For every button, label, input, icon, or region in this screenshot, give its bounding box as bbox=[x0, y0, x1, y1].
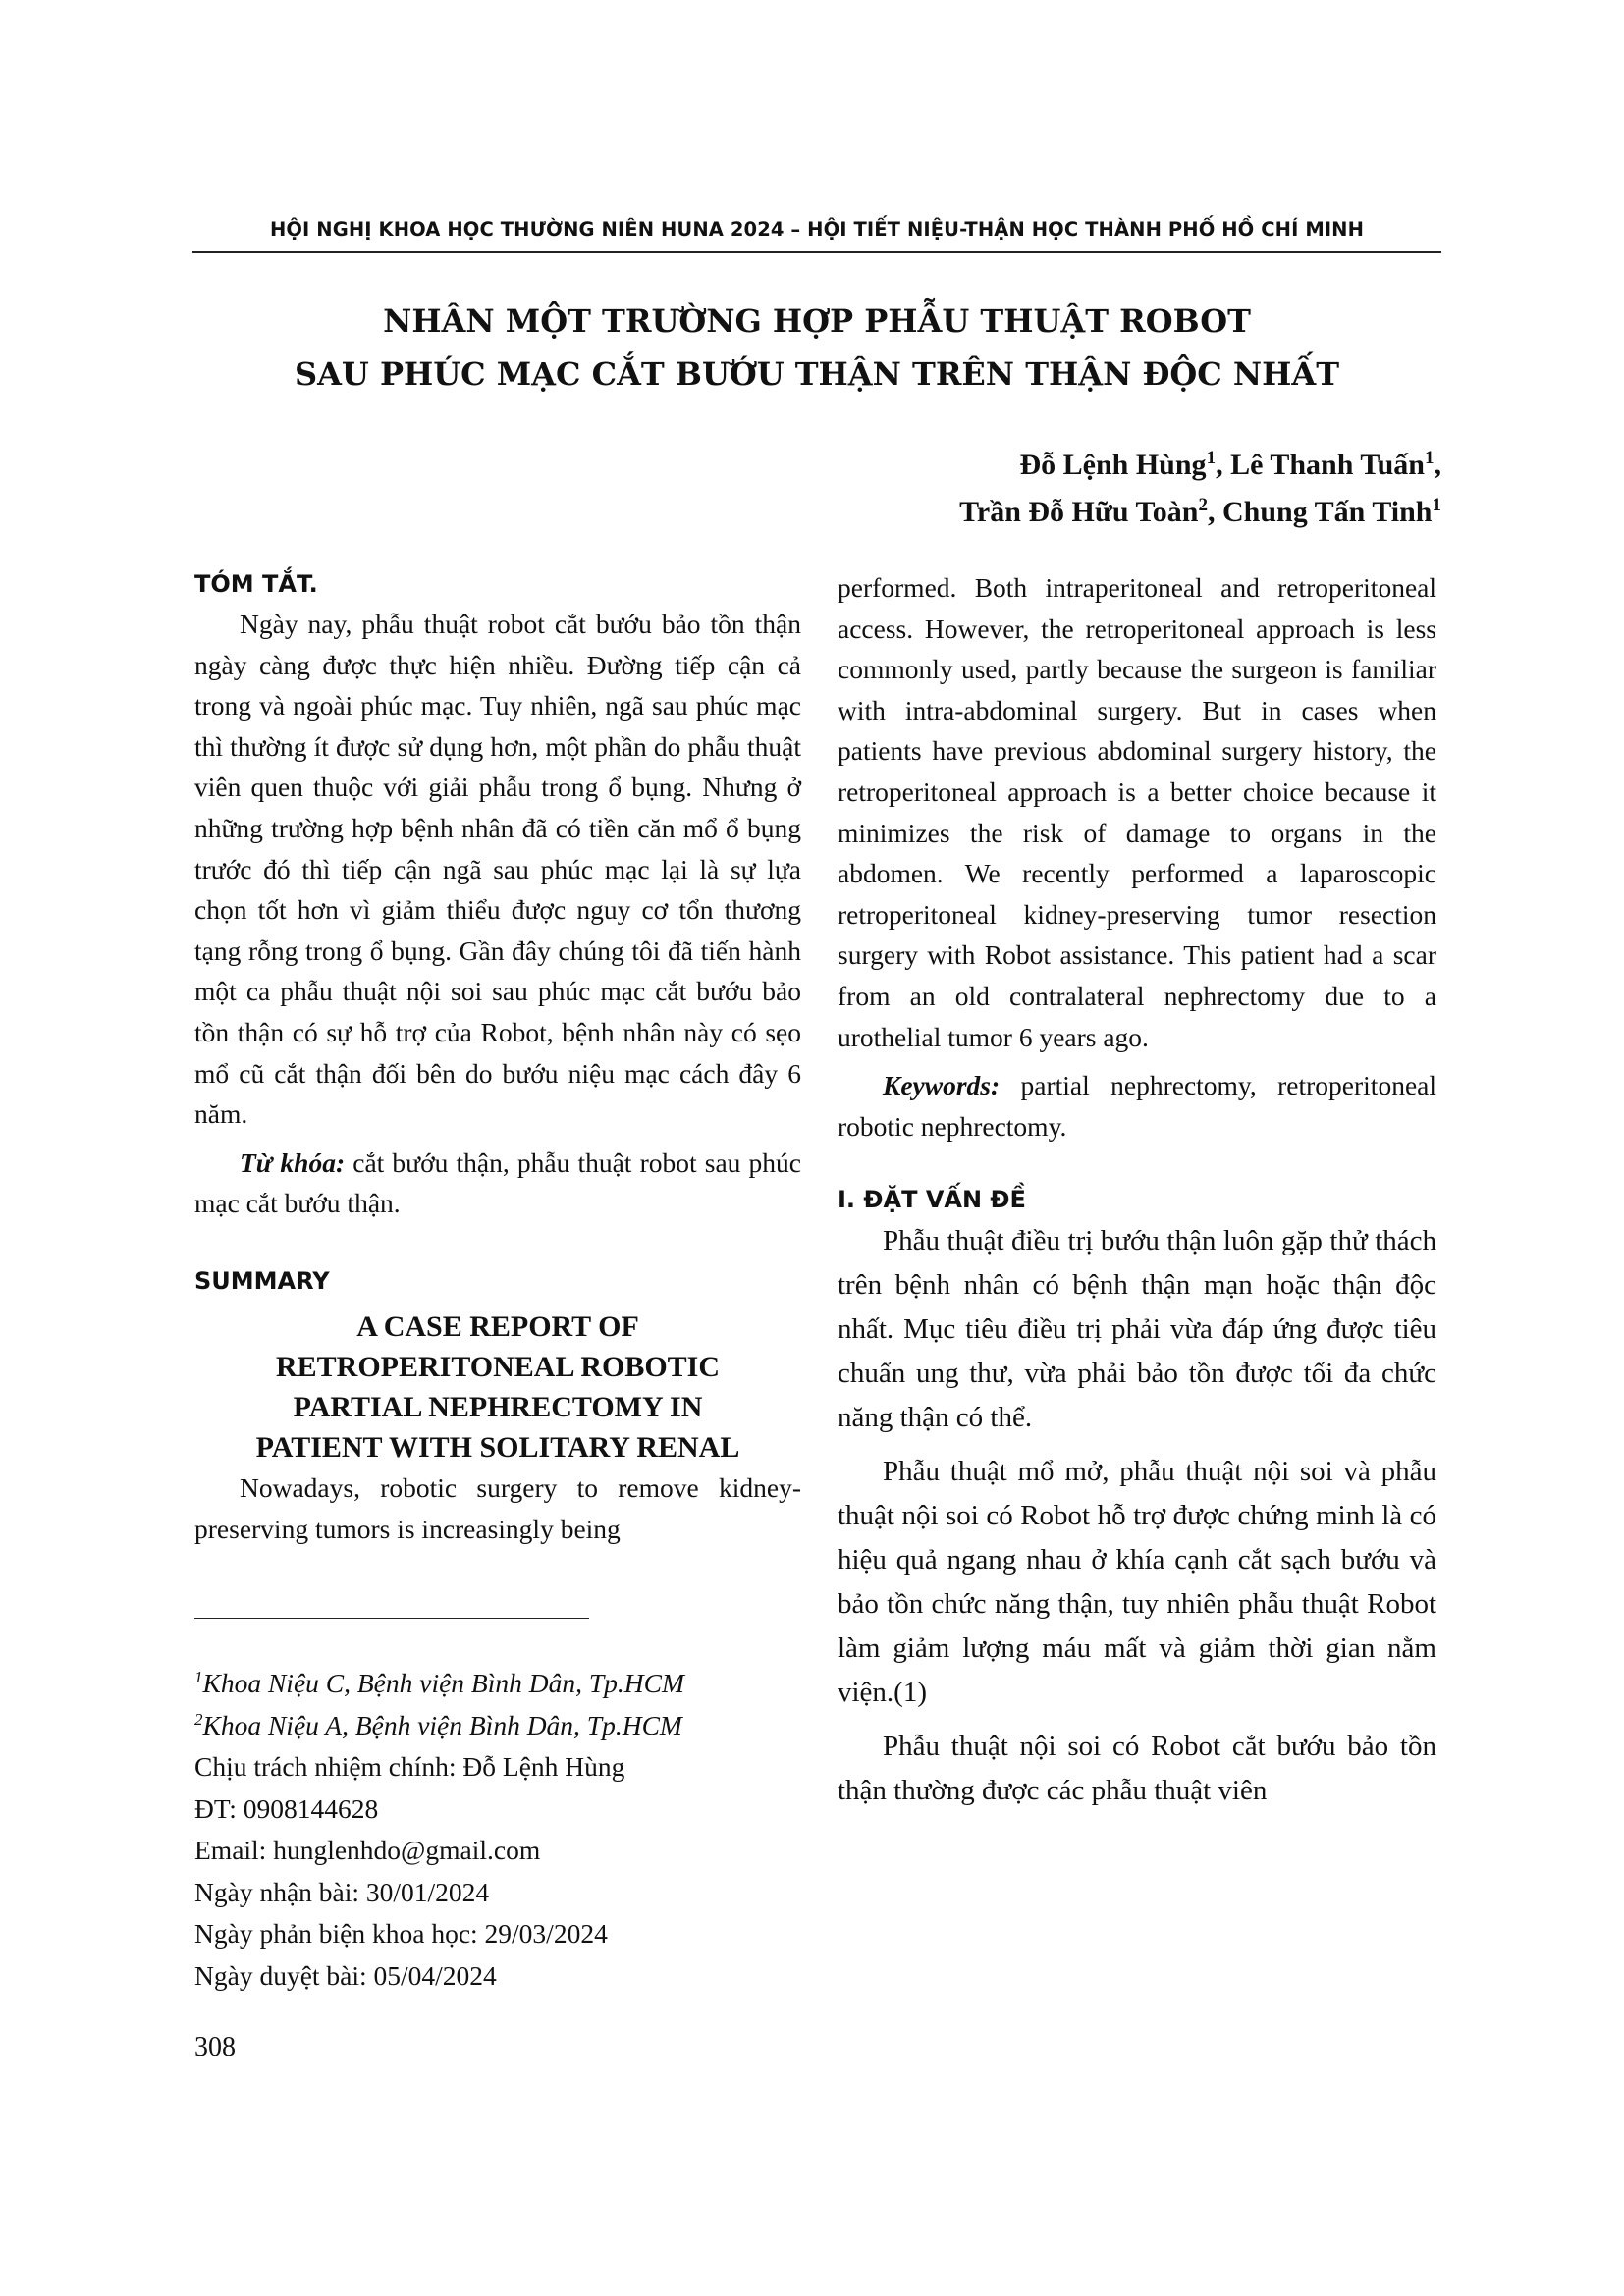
contact-email: Email: hunglenhdo@gmail.com bbox=[194, 1835, 541, 1865]
section-1-heading: I. ĐẶT VẤN ĐỀ bbox=[838, 1186, 1026, 1214]
affiliation-text: Khoa Niệu C, Bệnh viện Bình Dân, Tp.HCM bbox=[202, 1668, 684, 1698]
summary-title-line: RETROPERITONEAL ROBOTIC bbox=[275, 1350, 721, 1383]
author-name: Chung Tấn Tinh bbox=[1221, 496, 1433, 528]
summary-title-line: PARTIAL NEPHRECTOMY IN bbox=[293, 1390, 703, 1423]
title-line-1: NHÂN MỘT TRƯỜNG HỢP PHẪU THUẬT ROBOT bbox=[383, 302, 1251, 340]
section-1-paragraph-2: Phẫu thuật mổ mở, phẫu thuật nội soi và phẫu thuật nội soi có Robot hỗ trợ được chứng minh là có hiệu quả ngang nhau ở khía cạnh cắt sạch bướu và bảo tồn chức năng thận, tuy nhiên phẫu thuật Robot làm giảm lượng máu mất và giảm thời gian nằm viện.(1) bbox=[838, 1456, 1436, 1709]
footnote-rule bbox=[194, 1618, 589, 1619]
summary-body-continued: performed. Both intraperitoneal and retroperitoneal access. However, the retroperitoneal approach is less commonly used, partly because the surgeon is familiar with intra-abdominal surgery. But in cases when patients have previous abdominal surgery history, the retroperitoneal approach is a better choice because it minimizes the risk of damage to organs in the abdomen. We recently performed a laparoscopic retroperitoneal kidney-preserving tumor resection surgery with Robot assistance. This patient had a scar from an old contralateral nephrectomy due to a urothelial tumor 6 years ago. bbox=[838, 572, 1436, 1052]
section-1-paragraph-3: Phẫu thuật nội soi có Robot cắt bướu bảo tồn thận thường được các phẫu thuật viên bbox=[838, 1731, 1436, 1807]
summary-title bbox=[194, 1307, 801, 1468]
author-list bbox=[959, 442, 1441, 536]
summary-body-start: Nowadays, robotic surgery to remove kidney-preserving tumors is increasingly being bbox=[194, 1471, 801, 1544]
summary-title-line: PATIENT WITH SOLITARY RENAL bbox=[255, 1430, 740, 1464]
author-separator: , bbox=[1434, 449, 1441, 481]
author-name: Đỗ Lệnh Hùng bbox=[1019, 449, 1207, 481]
keywords-text: cắt bướu thận, phẫu thuật robot sau phúc mạc cắt bướu thận. bbox=[194, 1147, 801, 1219]
affiliation-mark: 2 bbox=[194, 1709, 203, 1729]
title-line-2: SAU PHÚC MẠC CẮT BƯỚU THẬN TRÊN THẬN ĐỘC NHẤT bbox=[294, 355, 1340, 393]
article-title bbox=[192, 294, 1441, 400]
author-separator: , bbox=[1216, 449, 1231, 481]
keywords-vi bbox=[194, 1143, 801, 1224]
footnotes bbox=[194, 1663, 803, 1997]
keywords-text: partial nephrectomy, retroperitoneal robotic nephrectomy. bbox=[838, 1070, 1436, 1142]
date-approved: Ngày duyệt bài: 05/04/2024 bbox=[194, 1959, 497, 1991]
contact-phone: ĐT: 0908144628 bbox=[194, 1792, 379, 1824]
page-number: 308 bbox=[194, 2032, 236, 2062]
author-line-1 bbox=[959, 442, 1441, 489]
keywords-label: Từ khóa: bbox=[240, 1147, 346, 1178]
left-column bbox=[194, 564, 801, 1549]
date-reviewed: Ngày phản biện khoa học: 29/03/2024 bbox=[194, 1918, 608, 1949]
keywords-en bbox=[838, 1065, 1436, 1147]
affiliation-mark: 1 bbox=[194, 1667, 203, 1686]
affiliation-mark: 1 bbox=[1432, 495, 1441, 515]
affiliation-2 bbox=[194, 1705, 803, 1747]
author-name: Trần Đỗ Hữu Toàn bbox=[959, 496, 1199, 528]
right-column bbox=[838, 567, 1436, 1813]
affiliation-text: Khoa Niệu A, Bệnh viện Bình Dân, Tp.HCM bbox=[202, 1709, 682, 1740]
date-received: Ngày nhận bài: 30/01/2024 bbox=[194, 1876, 490, 1907]
running-header: HỘI NGHỊ KHOA HỌC THƯỜNG NIÊN HUNA 2024 – HỘI TIẾT NIỆU-THẬN HỌC THÀNH PHỐ HỒ CHÍ MINH bbox=[269, 218, 1365, 240]
author-line-2 bbox=[959, 489, 1441, 536]
abstract-heading: TÓM TẮT. bbox=[194, 570, 318, 598]
author-name: Lê Thanh Tuấn bbox=[1230, 449, 1425, 481]
affiliation-mark: 1 bbox=[1206, 448, 1217, 468]
affiliation-mark: 1 bbox=[1425, 448, 1435, 468]
responsible-author: Chịu trách nhiệm chính: Đỗ Lệnh Hùng bbox=[194, 1751, 625, 1782]
keywords-label: Keywords: bbox=[883, 1070, 1001, 1101]
abstract-body: Ngày nay, phẫu thuật robot cắt bướu bảo tồn thận ngày càng được thực hiện nhiều. Đường tiếp cận cả trong và ngoài phúc mạc. Tuy nhiên, ngã sau phúc mạc thì thường ít được sử dụng hơn, một phần do phẫu thuật viên quen thuộc với giải phẫu trong ổ bụng. Nhưng ở những trường hợp bệnh nhân đã có tiền căn mổ ổ bụng trước đó thì tiếp cận ngã sau phúc mạc lại là sự lựa chọn tốt hơn vì giảm thiểu được nguy cơ tổn thương tạng rỗng trong ổ bụng. Gần đây chúng tôi đã tiến hành một ca phẫu thuật nội soi sau phúc mạc cắt bướu bảo tồn thận có sự hỗ trợ của Robot, bệnh nhân này có sẹo mổ cũ cắt thận đối bên do bướu niệu mạc cách đây 6 năm. bbox=[194, 609, 801, 1130]
summary-heading: SUMMARY bbox=[194, 1266, 330, 1295]
author-separator: , bbox=[1207, 496, 1222, 528]
affiliation-mark: 2 bbox=[1198, 495, 1208, 515]
section-1-paragraph-1: Phẫu thuật điều trị bướu thận luôn gặp thử thách trên bệnh nhân có bệnh thận mạn hoặc thận độc nhất. Mục tiêu điều trị phải vừa đáp ứng được tiêu chuẩn ung thư, vừa phải bảo tồn được tối đa chức năng thận có thể. bbox=[838, 1225, 1436, 1434]
header-rule bbox=[192, 251, 1441, 253]
affiliation-1 bbox=[194, 1663, 803, 1705]
summary-title-line: A CASE REPORT OF bbox=[356, 1309, 639, 1343]
